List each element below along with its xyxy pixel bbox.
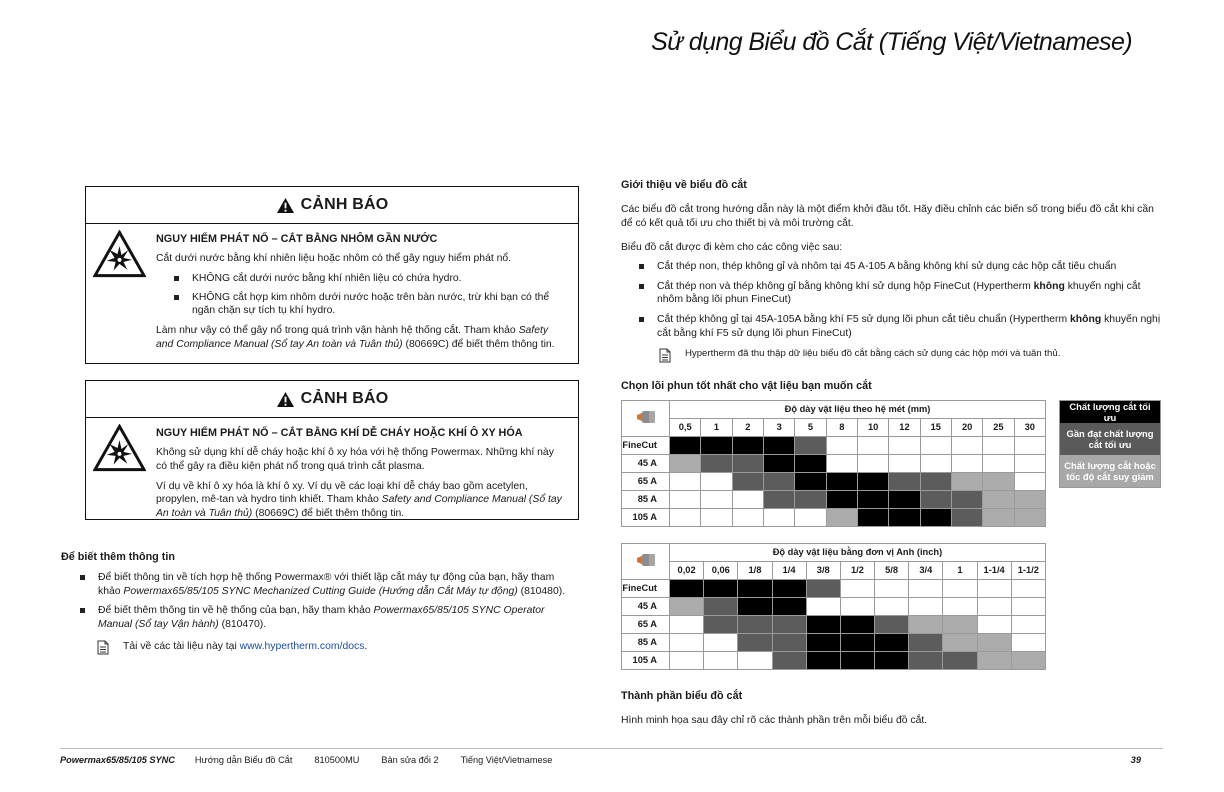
warning-triangle-icon	[276, 391, 295, 408]
quality-cell	[875, 634, 909, 652]
quality-cell	[977, 652, 1011, 670]
warning-outro: Làm như vậy có thể gây nổ trong quá trình vận hành hệ thống cắt. Tham khảo Safety and Compliance Manual (Sổ tay An toàn và Tuân thủ) (80669C) để biết thêm thông tin.	[156, 325, 555, 350]
quality-cell	[826, 473, 857, 491]
select-heading: Chọn lõi phun tốt nhất cho vật liệu bạn muốn cắt	[621, 380, 872, 392]
thickness-column-header: 25	[983, 419, 1014, 437]
quality-cell	[732, 491, 763, 509]
quality-cell	[772, 652, 806, 670]
thickness-column-header: 0,06	[704, 562, 738, 580]
quality-cell	[840, 634, 874, 652]
nozzle-icon	[635, 409, 657, 425]
quality-cell	[920, 437, 951, 455]
nozzle-row-label: 65 A	[622, 616, 670, 634]
quality-cell	[670, 634, 704, 652]
quality-cell	[704, 616, 738, 634]
components-paragraph: Hình minh họa sau đây chỉ rõ các thành phần trên mỗi biểu đồ cắt.	[621, 715, 928, 726]
quality-cell	[875, 598, 909, 616]
quality-cell	[983, 509, 1014, 527]
quality-cell	[806, 580, 840, 598]
quality-cell	[943, 616, 977, 634]
nozzle-cell	[622, 544, 670, 580]
legend-item-degraded: Chất lượng cắt hoặc tốc độ cắt suy giảm	[1060, 455, 1160, 487]
warning-subheading: NGUY HIỂM PHÁT NỔ – CẮT BẰNG NHÔM GẦN NƯỚC	[156, 233, 438, 245]
quality-cell	[951, 473, 982, 491]
chart-title: Độ dày vật liệu bằng đơn vị Anh (inch)	[670, 544, 1046, 562]
warning-subheading: NGUY HIỂM PHÁT NỔ – CẮT BẰNG KHÍ DỄ CHÁY HOẶC KHÍ Ô XY HÓA	[156, 427, 523, 439]
chart-legend	[1059, 400, 1161, 488]
note-text: Hypertherm đã thu thập dữ liệu biểu đồ cắt bằng cách sử dụng các hộp mới và tuân thủ.	[685, 348, 1061, 359]
warning-heading: CẢNH BÁO	[300, 196, 389, 214]
quality-cell	[1011, 580, 1045, 598]
warning-outro: Ví dụ về khí ô xy hóa là khí ô xy. Ví dụ về các loại khí dễ cháy bao gồm acetylen, propylen, mê-tan và hydro tinh khiết. Tham khảo Safety and Compliance Manual (Sổ tay An toàn và Tuân thủ) (80669C) để biết thêm thông tin.	[156, 480, 562, 520]
quality-cell	[763, 437, 794, 455]
quality-cell	[670, 491, 701, 509]
quality-cell	[763, 491, 794, 509]
chart-row	[622, 437, 1046, 455]
manual-reference: Powermax65/85/105 SYNC Mechanized Cutting Guide (Hướng dẫn Cắt Máy tự động)	[123, 585, 518, 597]
footer-product: Powermax65/85/105 SYNC	[60, 755, 175, 765]
chart-row	[622, 580, 1046, 598]
warning-box-underwater	[85, 186, 579, 364]
chart-row	[622, 473, 1046, 491]
metric-thickness-chart	[621, 400, 1046, 527]
quality-cell	[701, 473, 732, 491]
quality-cell	[704, 580, 738, 598]
chart-row	[622, 616, 1046, 634]
quality-cell	[920, 455, 951, 473]
quality-cell	[943, 652, 977, 670]
quality-cell	[795, 437, 826, 455]
quality-cell	[763, 455, 794, 473]
footer-divider	[60, 748, 1163, 749]
more-info-list	[78, 571, 578, 638]
quality-cell	[806, 616, 840, 634]
quality-cell	[1014, 437, 1045, 455]
page-footer	[60, 754, 1163, 766]
download-note	[97, 640, 577, 655]
quality-cell	[909, 598, 943, 616]
quality-cell	[951, 509, 982, 527]
thickness-column-header: 12	[889, 419, 920, 437]
quality-cell	[738, 598, 772, 616]
nozzle-cell	[622, 401, 670, 437]
thickness-column-header: 1/4	[772, 562, 806, 580]
quality-cell	[1014, 491, 1045, 509]
imperial-thickness-chart	[621, 543, 1046, 670]
quality-cell	[704, 598, 738, 616]
quality-cell	[909, 580, 943, 598]
thickness-column-header: 1-1/4	[977, 562, 1011, 580]
quality-cell	[909, 634, 943, 652]
quality-cell	[738, 616, 772, 634]
quality-cell	[920, 491, 951, 509]
quality-cell	[977, 580, 1011, 598]
thickness-column-header: 30	[1014, 419, 1045, 437]
quality-cell	[857, 491, 888, 509]
quality-cell	[977, 616, 1011, 634]
nozzle-row-label: 45 A	[622, 455, 670, 473]
quality-cell	[983, 437, 1014, 455]
warning-triangle-icon	[276, 197, 295, 214]
warning-intro: Cắt dưới nước bằng khí nhiên liệu hoặc nhôm có thể gây nguy hiểm phát nổ.	[156, 253, 512, 265]
quality-cell	[943, 598, 977, 616]
thickness-column-header: 2	[732, 419, 763, 437]
manual-reference: Safety and Compliance Manual (Sổ tay An toàn và Tuân thủ)	[156, 325, 549, 350]
quality-cell	[772, 634, 806, 652]
thickness-column-header: 20	[951, 419, 982, 437]
quality-cell	[704, 652, 738, 670]
quality-cell	[738, 634, 772, 652]
warning-intro: Không sử dụng khí dễ cháy hoặc khí ô xy hóa với hệ thống Powermax. Những khí này có thể gây ra điều kiện phát nổ trong quá trình cắt plasma.	[156, 447, 554, 472]
thickness-column-header: 3	[763, 419, 794, 437]
quality-cell	[701, 455, 732, 473]
nozzle-row-label: 85 A	[622, 634, 670, 652]
warning-bullet: KHÔNG cắt dưới nước bằng khí nhiên liệu có chứa hydro.	[172, 272, 566, 286]
thickness-column-header: 0,02	[670, 562, 704, 580]
quality-cell	[772, 580, 806, 598]
footer-part-number: 810500MU	[314, 755, 360, 765]
warning-body	[86, 224, 578, 366]
quality-cell	[857, 473, 888, 491]
thickness-column-header: 10	[857, 419, 888, 437]
legend-item-optimal: Chất lượng cắt tối ưu	[1060, 401, 1160, 423]
quality-cell	[670, 598, 704, 616]
quality-cell	[840, 598, 874, 616]
thickness-column-header: 0,5	[670, 419, 701, 437]
quality-cell	[840, 616, 874, 634]
quality-cell	[795, 455, 826, 473]
quality-cell	[920, 473, 951, 491]
quality-cell	[840, 580, 874, 598]
quality-cell	[889, 509, 920, 527]
quality-cell	[732, 455, 763, 473]
column-header-row	[622, 562, 1046, 580]
explosion-hazard-icon	[93, 424, 146, 472]
quality-cell	[857, 509, 888, 527]
chart-row	[622, 652, 1046, 670]
quality-cell	[875, 652, 909, 670]
more-info-heading: Để biết thêm thông tin	[61, 551, 175, 563]
thickness-column-header: 1	[701, 419, 732, 437]
quality-cell	[806, 598, 840, 616]
quality-cell	[806, 634, 840, 652]
thickness-column-header: 5	[795, 419, 826, 437]
quality-cell	[909, 652, 943, 670]
quality-cell	[806, 652, 840, 670]
note-icon	[659, 348, 671, 363]
quality-cell	[701, 509, 732, 527]
chart-row	[622, 634, 1046, 652]
nozzle-row-label: 85 A	[622, 491, 670, 509]
quality-cell	[701, 437, 732, 455]
list-item: Để biết thông tin về tích hợp hệ thống Powermax® với thiết lập cắt máy tự động của bạn, hãy tham khảo Powermax65/85/105 SYNC Mechanized Cutting Guide (Hướng dẫn Cắt Máy tự động) (810480).	[78, 571, 578, 598]
note-text: Tải về các tài liệu này tại www.hypertherm.com/docs.	[123, 641, 368, 652]
list-item: Cắt thép non, thép không gỉ và nhôm tại 45 A-105 A bằng không khí sử dụng các hộp cắt tiêu chuẩn	[639, 260, 1163, 274]
quality-cell	[795, 473, 826, 491]
nozzle-row-label: FineCut	[622, 437, 670, 455]
chart-title: Độ dày vật liệu theo hệ mét (mm)	[670, 401, 1046, 419]
warning-heading: CẢNH BÁO	[300, 390, 389, 408]
quality-cell	[857, 437, 888, 455]
intro-paragraph-2: Biểu đồ cắt được đi kèm cho các công việc sau:	[621, 242, 843, 253]
quality-cell	[1011, 598, 1045, 616]
quality-cell	[795, 491, 826, 509]
quality-cell	[763, 509, 794, 527]
data-note	[659, 348, 1159, 363]
quality-cell	[983, 491, 1014, 509]
quality-cell	[1014, 509, 1045, 527]
nozzle-row-label: 65 A	[622, 473, 670, 491]
quality-cell	[670, 455, 701, 473]
quality-cell	[772, 616, 806, 634]
quality-cell	[889, 455, 920, 473]
quality-cell	[670, 616, 704, 634]
footer-guide: Hướng dẫn Biểu đồ Cắt	[194, 755, 293, 765]
chart-title-row	[622, 401, 1046, 419]
list-item: Cắt thép non và thép không gỉ bằng không khí sử dụng hộp FineCut (Hypertherm không khuyến nghị cắt nhôm bằng lõi phun FineCut)	[639, 280, 1163, 307]
quality-cell	[826, 509, 857, 527]
column-header-row	[622, 419, 1046, 437]
quality-cell	[943, 580, 977, 598]
thickness-column-header: 15	[920, 419, 951, 437]
nozzle-row-label: 105 A	[622, 509, 670, 527]
intro-heading: Giới thiệu về biểu đồ cắt	[621, 179, 747, 191]
quality-cell	[732, 473, 763, 491]
chart-row	[622, 509, 1046, 527]
quality-cell	[909, 616, 943, 634]
quality-cell	[732, 509, 763, 527]
thickness-column-header: 3/8	[806, 562, 840, 580]
note-icon	[97, 640, 109, 655]
thickness-column-header: 1-1/2	[1011, 562, 1045, 580]
quality-cell	[983, 473, 1014, 491]
nozzle-icon	[635, 552, 657, 568]
quality-cell	[1011, 652, 1045, 670]
thickness-column-header: 5/8	[875, 562, 909, 580]
legend-item-near-optimal: Gần đạt chất lượng cắt tối ưu	[1060, 423, 1160, 455]
nozzle-row-label: 45 A	[622, 598, 670, 616]
quality-cell	[920, 509, 951, 527]
quality-cell	[951, 455, 982, 473]
quality-cell	[704, 634, 738, 652]
quality-cell	[943, 634, 977, 652]
quality-cell	[889, 491, 920, 509]
quality-cell	[875, 580, 909, 598]
footer-revision: Bản sửa đổi 2	[381, 755, 439, 765]
quality-cell	[670, 509, 701, 527]
footer-language: Tiếng Việt/Vietnamese	[460, 755, 553, 765]
quality-cell	[1011, 616, 1045, 634]
quality-cell	[875, 616, 909, 634]
thickness-column-header: 1	[943, 562, 977, 580]
intro-paragraph: Các biểu đồ cắt trong hướng dẫn này là một điểm khởi đầu tốt. Hãy điều chỉnh các biến số trong biểu đồ cắt khi cần để có kết quả tối ưu cho thiết bị và môi trường cắt.	[621, 204, 1154, 229]
quality-cell	[1014, 473, 1045, 491]
chart-row	[622, 455, 1046, 473]
quality-cell	[977, 598, 1011, 616]
quality-cell	[983, 455, 1014, 473]
manual-reference: Powermax65/85/105 SYNC Operator Manual (Sổ tay Vận hành)	[98, 605, 545, 631]
quality-cell	[951, 491, 982, 509]
quality-cell	[670, 580, 704, 598]
quality-cell	[1011, 634, 1045, 652]
chart-row	[622, 598, 1046, 616]
warning-header	[86, 381, 578, 418]
docs-link[interactable]: www.hypertherm.com/docs	[239, 641, 365, 652]
quality-cell	[826, 455, 857, 473]
quality-cell	[670, 473, 701, 491]
thickness-column-header: 8	[826, 419, 857, 437]
manual-reference: Safety and Compliance Manual (Sổ tay An toàn và Tuân thủ)	[156, 494, 562, 520]
quality-cell	[795, 509, 826, 527]
intro-list	[639, 260, 1163, 347]
warning-header	[86, 187, 578, 224]
list-item: Để biết thêm thông tin về hệ thống của bạn, hãy tham khảo Powermax65/85/105 SYNC Operator Manual (Sổ tay Vận hành) (810470).	[78, 604, 578, 631]
warning-box-flammable-gas	[85, 380, 579, 520]
quality-cell	[857, 455, 888, 473]
thickness-column-header: 1/2	[840, 562, 874, 580]
nozzle-row-label: 105 A	[622, 652, 670, 670]
list-item: Cắt thép không gỉ tại 45A-105A bằng khí F5 sử dụng lõi phun cắt tiêu chuẩn (Hypertherm không khuyến nghị cắt bằng khí F5 sử dụng lõi phun FineCut)	[639, 313, 1163, 340]
quality-cell	[772, 598, 806, 616]
chart-title-row	[622, 544, 1046, 562]
quality-cell	[826, 437, 857, 455]
warning-bullet: KHÔNG cắt hợp kim nhôm dưới nước hoặc trên bàn nước, trừ khi bạn có thể ngăn chặn sự tích tụ khí hydro.	[172, 291, 566, 318]
chart-row	[622, 491, 1046, 509]
page-number: 39	[1130, 755, 1141, 765]
warning-body	[86, 418, 578, 535]
quality-cell	[670, 652, 704, 670]
quality-cell	[738, 580, 772, 598]
nozzle-row-label: FineCut	[622, 580, 670, 598]
quality-cell	[840, 652, 874, 670]
quality-cell	[732, 437, 763, 455]
quality-cell	[977, 634, 1011, 652]
quality-cell	[738, 652, 772, 670]
quality-cell	[701, 491, 732, 509]
page-title: Sử dụng Biểu đồ Cắt (Tiếng Việt/Vietnamese)	[651, 28, 1132, 56]
quality-cell	[763, 473, 794, 491]
thickness-column-header: 1/8	[738, 562, 772, 580]
warning-bullets	[172, 272, 566, 318]
quality-cell	[889, 437, 920, 455]
quality-cell	[826, 491, 857, 509]
explosion-hazard-icon	[93, 230, 146, 278]
quality-cell	[889, 473, 920, 491]
thickness-column-header: 3/4	[909, 562, 943, 580]
quality-cell	[951, 437, 982, 455]
quality-cell	[1014, 455, 1045, 473]
components-heading: Thành phần biểu đồ cắt	[621, 690, 743, 702]
quality-cell	[670, 437, 701, 455]
